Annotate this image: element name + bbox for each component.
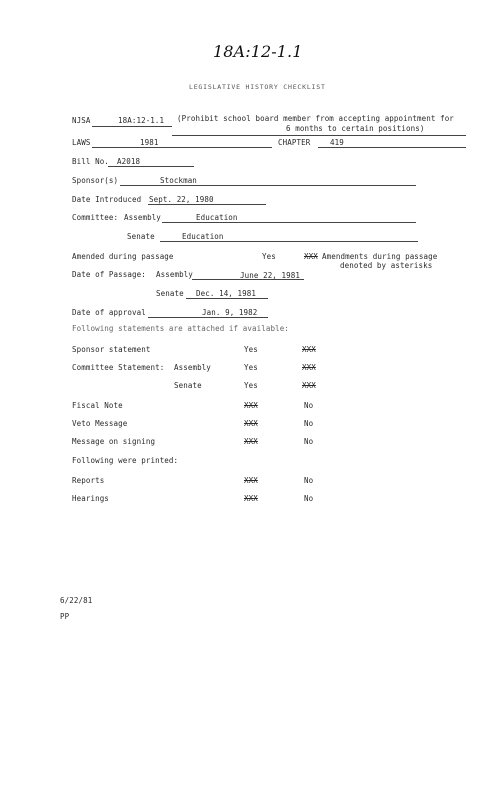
attached-heading: Following statements are attached if available:	[72, 324, 289, 333]
approval-value: Jan. 9, 1982	[202, 308, 258, 317]
date-introduced-value: Sept. 22, 1980	[149, 195, 214, 204]
amended-note-line1: Amendments during passage	[322, 252, 438, 261]
statement-fiscal-no: No	[304, 401, 314, 410]
statement-committee-senate-no: XXX	[302, 381, 316, 390]
sponsor-underline	[120, 185, 416, 186]
statement-signing-label: Message on signing	[72, 437, 156, 446]
printed-hearings-no: No	[304, 494, 314, 503]
committee-assembly-label: Assembly	[124, 213, 161, 222]
date-introduced-underline	[148, 204, 266, 205]
sponsor-value: Stockman	[160, 176, 197, 185]
passage-label: Date of Passage:	[72, 270, 146, 279]
statement-committee-senate: Senate	[174, 381, 202, 390]
njsa-value: 18A:12-1.1	[118, 116, 165, 125]
laws-underline	[92, 147, 272, 148]
statement-committee-assembly: Assembly	[174, 363, 211, 372]
statement-sponsor-yes: Yes	[244, 345, 258, 354]
printed-heading: Following were printed:	[72, 456, 179, 465]
amended-label: Amended during passage	[72, 252, 174, 261]
printed-reports-yes: XXX	[244, 476, 258, 485]
footer-initials: PP	[60, 612, 70, 621]
amended-no: XXX	[304, 252, 318, 261]
committee-senate-label: Senate	[127, 232, 155, 241]
statement-fiscal-label: Fiscal Note	[72, 401, 123, 410]
approval-underline	[148, 317, 268, 318]
chapter-value: 419	[330, 138, 344, 147]
statement-fiscal-yes: XXX	[244, 401, 258, 410]
passage-senate-underline	[186, 298, 268, 299]
statement-sponsor-no: XXX	[302, 345, 316, 354]
approval-label: Date of approval	[72, 308, 146, 317]
statement-veto-no: No	[304, 419, 314, 428]
printed-hearings-yes: XXX	[244, 494, 258, 503]
printed-reports-no: No	[304, 476, 314, 485]
statement-committee-label: Committee Statement:	[72, 363, 165, 372]
passage-senate-value: Dec. 14, 1981	[196, 289, 256, 298]
statement-committee-assembly-yes: Yes	[244, 363, 258, 372]
statement-sponsor-label: Sponsor statement	[72, 345, 151, 354]
passage-assembly-value: June 22, 1981	[240, 271, 300, 280]
amended-note-line2: denoted by asterisks	[340, 261, 433, 270]
njsa-underline	[92, 126, 172, 127]
statement-signing-no: No	[304, 437, 314, 446]
statement-signing-yes: XXX	[244, 437, 258, 446]
printed-reports-label: Reports	[72, 476, 105, 485]
chapter-label: CHAPTER	[278, 138, 311, 147]
document-title: LEGISLATIVE HISTORY CHECKLIST	[189, 83, 326, 91]
sponsor-label: Sponsor(s)	[72, 176, 119, 185]
laws-label: LAWS	[72, 138, 91, 147]
passage-assembly-label: Assembly	[156, 270, 193, 279]
laws-value: 1981	[140, 138, 159, 147]
bill-underline	[108, 166, 194, 167]
committee-senate-underline	[160, 241, 418, 242]
statement-committee-assembly-no: XXX	[302, 363, 316, 372]
footer-date: 6/22/81	[60, 596, 93, 605]
statement-veto-yes: XXX	[244, 419, 258, 428]
statement-veto-label: Veto Message	[72, 419, 128, 428]
committee-label: Committee:	[72, 213, 119, 222]
amended-yes: Yes	[262, 252, 276, 261]
committee-senate-value: Education	[182, 232, 224, 241]
bill-label: Bill No.	[72, 157, 109, 166]
chapter-underline	[318, 147, 466, 148]
statement-committee-senate-yes: Yes	[244, 381, 258, 390]
date-introduced-label: Date Introduced	[72, 195, 142, 204]
handwritten-reference: 18A:12-1.1	[213, 42, 303, 61]
committee-assembly-value: Education	[196, 213, 238, 222]
njsa-desc-underline	[172, 135, 466, 136]
printed-hearings-label: Hearings	[72, 494, 109, 503]
njsa-description-line2: 6 months to certain positions)	[286, 124, 425, 133]
committee-assembly-underline	[162, 222, 416, 223]
passage-senate-label: Senate	[156, 289, 184, 298]
bill-value: A2018	[117, 157, 141, 166]
njsa-label: NJSA	[72, 116, 91, 125]
njsa-description-line1: (Prohibit school board member from accepting appointment for	[177, 114, 454, 123]
